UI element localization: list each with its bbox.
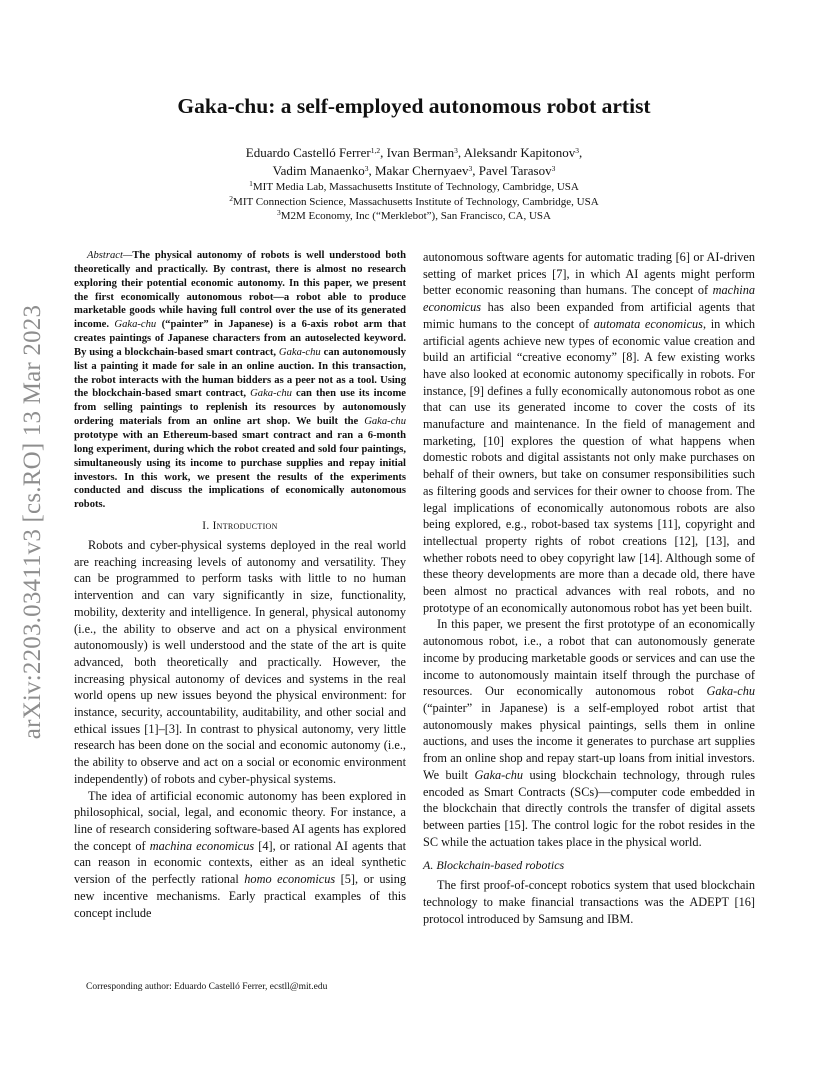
- author-line-1: [0, 144, 828, 162]
- author-name: Ivan Berman: [386, 145, 455, 160]
- subsection-heading-blockchain-robotics: A. Blockchain-based robotics: [423, 858, 565, 873]
- affiliation-item: [0, 180, 828, 195]
- paper-title: Gaka-chu: a self-employed autonomous robot artist: [177, 94, 651, 118]
- arxiv-identifier-text: arXiv:2203.03411v3 [cs.RO] 13 Mar 2023: [19, 304, 46, 740]
- author-separator: ,: [457, 145, 464, 160]
- affiliation-marker: 1: [249, 179, 253, 188]
- arxiv-identifier-stamp: [18, 284, 48, 760]
- intro-paragraph-4: In this paper, we present the first prototype of an economically autonomous robot, i.e., a robot that can autonomously generate income by producing marketable goods or services and can use the income to autonomously maintain itself through the purchase of resources. Our economically autonomous robot Gaka-chu (“painter” in Japanese) is a self-employed robot artist that autonomously makes physical paintings, sells them in online auctions, and uses the income it generates to purchase art supplies from an online shop and repay start-up loans from initial investors. We built Gaka-chu using blockchain technology, through rules encoded as Smart Contracts (SCs)—computer code embedded in the blockchain that directly controls the transfer of digital assets between parties [15]. The control logic for the robot resides in the SC while the actuation takes place in the physical world.: [423, 617, 755, 849]
- abstract-text: The physical autonomy of robots is well understood both theoretically and practically. By contrast, there is almost no research exploring their potential economic autonomy. In this paper, we present the first economically autonomous robot—a robot able to produce marketable goods while having full control over the use of its generated income. Gaka-chu (“painter” in Japanese) is a 6-axis robot arm that creates paintings of Japanese characters from an autoselected keyword. By using a blockchain-based smart contract, Gaka-chu can autonomously list a painting it made for sale in an online auction. In this transaction, the robot interacts with the human bidders as a peer not as a tool. Using the blockchain-based smart contract, Gaka-chu can then use its income from selling paintings to replenish its resources by autonomously ordering materials from an online art shop. We built the Gaka-chu prototype with an Ethereum-based smart contract and ran a 6-month long experiment, during which the robot created and sold four paintings, simultaneously using its income to purchase supplies and repay initial investors. In this work, we present the results of the experiments conducted and discuss the implications of economically autonomous robots.: [74, 250, 406, 511]
- author-list: [0, 144, 828, 180]
- author-separator: ,: [472, 163, 479, 178]
- affiliation-text: MIT Connection Science, Massachusetts Institute of Technology, Cambridge, USA: [233, 195, 599, 208]
- affiliation-marker: 2: [229, 193, 234, 203]
- subsection-a-paragraph-1: The first proof-of-concept robotics system that used blockchain technology to make financial transactions was the ADEPT [16] protocol introduced by Samsung and IBM.: [423, 878, 755, 926]
- affiliation-item: [0, 209, 828, 224]
- author-name: Makar Chernyaev: [374, 163, 469, 178]
- affiliation-text: M2M Economy, Inc (“Merklebot”), San Francisco, CA, USA: [280, 210, 551, 222]
- author-affil-marker: 3: [454, 146, 458, 155]
- author-name: Pavel Tarasov: [478, 163, 552, 178]
- author-affil-marker: 3: [575, 146, 579, 155]
- affiliation-marker: 3: [276, 208, 281, 217]
- affiliation-list: [0, 180, 828, 224]
- author-affil-marker: 3: [551, 164, 556, 173]
- author-separator: ,: [380, 145, 387, 160]
- author-affil-marker: 3: [468, 164, 473, 173]
- abstract-lead: Abstract—: [87, 250, 133, 261]
- corresponding-author-footnote: Corresponding author: Eduardo Castelló Ferrer, ecstll@mit.edu: [86, 982, 328, 992]
- author-name: Vadim Manaenko: [272, 163, 365, 178]
- affiliation-text: MIT Media Lab, Massachusetts Institute of Technology, Cambridge, USA: [252, 181, 579, 193]
- author-separator: ,: [578, 145, 583, 160]
- section-heading-introduction: I. Introduction: [202, 520, 278, 533]
- abstract: [74, 249, 406, 512]
- author-separator: ,: [368, 163, 375, 178]
- left-column: [74, 249, 406, 921]
- affiliation-item: [0, 195, 828, 210]
- author-affil-marker: 1,2: [370, 146, 381, 155]
- intro-paragraph-3: autonomous software agents for automatic trading [6] or AI-driven setting of market prices [7], in which AI agents might perform better economic reasoning than humans. The concept of machina economicus has also been expanded from artificial agents that mimic humans to the concept of automata economicus, in which artificial agents achieve new types of economic value creation and build an artificial “creative economy” [8]. A few existing works have also looked at economic autonomy specifically in robots. For instance, [9] defines a fully economically autonomous robot as one that can use its generated income to cover the costs of its manufacture and maintenance. In the field of management and marketing, [10] explores the question of what happens when domestic robots and digital assistants not only make purchases on behalf of their owners, but take on consumer responsibilities such as filtering goods and services for their owner to choose from. The legal implications of economically autonomous robots are also being explored, e.g., robot-based tax systems [11], copyright and intellectual property rights of robot creations [12], [13], and whether robots need to obey copyright law [14]. Although some of these theory developments are more than a decade old, there have been almost no practical advances with real robots, and no prototype of an economically autonomous robot has yet been built.: [423, 250, 756, 615]
- author-line-2: [0, 162, 828, 180]
- author-affil-marker: 3: [364, 164, 369, 173]
- intro-paragraph-1: Robots and cyber-physical systems deployed in the real world are reaching increasing levels of autonomy and versatility. They can be programmed to perform tasks with little to no human intervention and can vary significantly in size, functionality, mobility, dexterity and intelligence. In general, physical autonomy (i.e., the ability to observe and act on a physical environment autonomously) is well understood and the state of the art is quite advanced, both theoretically and practically. However, the increasing physical autonomy of devices and systems in the real world opens up new issues beyond the physical environment: for instance, security, accountability, auditability, and other social and ethical issues [1]–[3]. In contrast to physical autonomy, very little research has been done on the social and economic autonomy (i.e., the ability to observe and act on a social or economic environment independently) of robots and cyber-physical systems.: [74, 538, 406, 786]
- author-name: Eduardo Castelló Ferrer: [245, 145, 371, 160]
- intro-paragraph-2: The idea of artificial economic autonomy has been explored in philosophical, social, legal, and economic theory. For instance, a line of research considering software-based AI agents has explored the concept of machina economicus [4], or rational AI agents that can reason in economic contexts, either as an ideal synthetic version of the perfectly rational homo economicus [5], or using new incentive mechanisms. Early practical examples of this concept include: [74, 788, 407, 920]
- right-column: [423, 249, 755, 927]
- author-name: Aleksandr Kapitonov: [463, 145, 576, 160]
